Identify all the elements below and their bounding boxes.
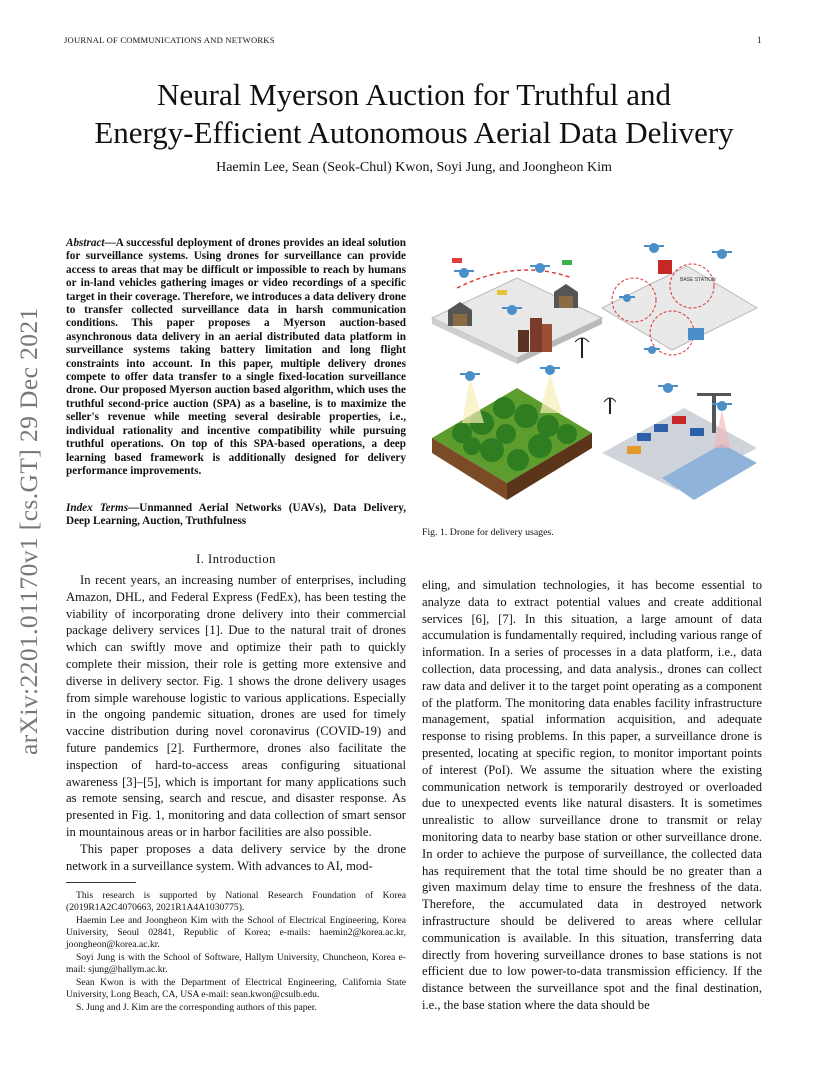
title-line-2: Energy-Efficient Autonomous Aerial Data Delivery bbox=[94, 115, 734, 150]
figure-illustration bbox=[422, 238, 762, 516]
drone-icon bbox=[644, 346, 660, 354]
footnote-corresponding: S. Jung and J. Kim are the corresponding authors of this paper. bbox=[76, 1002, 317, 1014]
intro-paragraph-1: In recent years, an increasing number of enterprises, including Amazon, DHL, and Federal Express (FedEx), has been testing the viability of incorporating drone delivery into their commercial package delivery services [1]. Due to the natural trait of drones which can swiftly move and optimize their path to quickly complete their mission, their role is getting more extensive and diverse in delivery sector. Fig. 1 shows the drone delivery usages from simple warehouse logistic to various applications. Especially in the ongoing pandemic situation, drones are used for timely vaccine distribution during novel coronavirus (COVID-19) and future pandemics [2]. Furthermore, drones also facilitate the inspection of hard-to-access areas configuring situational awareness [3]–[5], which is important for many applications such as remote sensing, search and rescue, and disaster response. As presented in Fig. 1, monitoring and data collection of smart sensor in mountainous areas or in harbor facilities are also possible. bbox=[66, 573, 406, 839]
index-terms-text: —Unmanned Aerial Networks (UAVs), Data Delivery, Deep Learning, Auction, Truthfulness bbox=[66, 502, 406, 528]
authors: Haemin Lee, Sean (Seok-Chul) Kwon, Soyi Jung, and Joongheon Kim bbox=[216, 160, 612, 175]
drone-icon bbox=[540, 365, 560, 375]
drone-icon bbox=[644, 243, 664, 253]
figure-drone-delivery bbox=[422, 238, 762, 516]
paper-title bbox=[60, 76, 768, 152]
footnote-rule bbox=[66, 882, 136, 883]
running-head: JOURNAL OF COMMUNICATIONS AND NETWORKS bbox=[64, 35, 275, 45]
abstract bbox=[66, 237, 406, 478]
sensor-beam bbox=[462, 378, 484, 423]
intro-text bbox=[66, 572, 406, 874]
base-station-label: BASE STATION bbox=[680, 277, 716, 283]
drone-icon bbox=[712, 249, 732, 259]
footnote-affiliation-2: Soyi Jung is with the School of Software, Hallym University, Chuncheon, Korea e-mail: sjung@hallym.ac.kr. bbox=[66, 951, 406, 975]
battery-mid-icon bbox=[497, 290, 507, 295]
abstract-lead: Abstract bbox=[66, 237, 105, 249]
title-line-1: Neural Myerson Auction for Truthful and bbox=[156, 77, 672, 112]
drone-icon bbox=[454, 268, 474, 278]
figure-caption: Fig. 1. Drone for delivery usages. bbox=[422, 527, 554, 538]
battery-low-icon bbox=[452, 258, 462, 263]
sensor-beam bbox=[540, 373, 562, 413]
footnote-affiliation-3: Sean Kwon is with the Department of Electrical Engineering, California State University, Long Beach, CA, USA e-mail: sean.kwon@csulb.edu. bbox=[66, 977, 406, 1000]
footnote-funding: This research is supported by National Research Foundation of Korea (2019R1A2C4070663, 2021R1A4A1030775). bbox=[66, 890, 406, 913]
arxiv-stamp: arXiv:2201.01170v1 [cs.GT] 29 Dec 2021 bbox=[14, 307, 43, 755]
footnote-affiliation-1: Haemin Lee and Joongheon Kim with the School of Electrical Engineering, Korea University, Seoul 02841, Republic of Korea; e-mails: haemin2@korea.ac.kr, joongheon@korea.ac.kr. bbox=[66, 915, 406, 950]
drone-icon bbox=[460, 371, 480, 381]
abstract-text: —A successful deployment of drones provides an ideal solution for surveillance systems. Using drones for surveillance can provide access to areas that may be difficult or impossible to reach by humans or in-land vehicles gathering images or video recordings of a specific target in their coverage. Therefore, we introduces a data delivery drone to transfer collected surveillance data in harsh communication conditions. This paper proposes a Myerson auction-based asynchronous data delivery in an aerial distributed data platform in surveillance systems taking battery limitation and long flight constraints into account. In this paper, multiple delivery drones compete to offer data transfer to a single fixed-location surveillance drone. Our proposed Myerson auction based algorithm, which uses the truthful second-price auction (SPA) as a baseline, is to maximize the seller's revenue while meeting several desirable properties, i.e., individual rationality and incentive compatibility while pursuing truthful operations. On top of this SPA-based operations, a deep learning based framework is additionally designed for delivery performance improvements. bbox=[66, 237, 406, 477]
antenna-icon bbox=[604, 398, 616, 414]
right-column-text: eling, and simulation technologies, it has become essential to analyze data to extract potential values and create additional services [6], [7]. In this situation, a large amount of data accumulation is fundamentally required, including various range of information. In a series of processes in a data platform, i.e., data collection, data processing, and data analysis., drones can collect raw data and deliver it to the target point operating as a component of the platform. The monitoring data enables facility infrastructure management, spatial information acquisition, and adequate response to rising problems. In this paper, a surveillance drone is presented, locating at specific region, to monitor important points of interest (PoI). We assume the situation where the existing communication network is temporarily destroyed or overloaded due to unexpected events like natural disasters. It is sometimes unrealistic to allow surveillance drone to transmit or relay monitoring data to nearby base station or other surveillance drone. In order to achieve the purpose of surveillance, the collected data has requirement that the total time should be no greater than a given maximum delay time to ensure the freshness of the data. Therefore, the accumulated data in destroyed network infrastructure should be delivered to areas where cellular communication is available. In this situation, transferring data directly from hovering surveillance drones to base stations is not efficient due to low power-to-data transmission efficiency. If the distance between the surveillance spot and the final destination, i.e., the base station where the data should be bbox=[422, 578, 762, 1012]
battery-full-icon bbox=[562, 260, 572, 265]
antenna-icon bbox=[575, 338, 589, 358]
footnotes bbox=[66, 890, 406, 1015]
index-terms-lead: Index Terms bbox=[66, 502, 129, 514]
page-number: 1 bbox=[757, 35, 762, 45]
hospital-icon bbox=[688, 328, 704, 340]
drone-icon bbox=[658, 383, 678, 393]
index-terms bbox=[66, 502, 406, 529]
hospital-icon bbox=[658, 260, 672, 274]
warehouse-icon bbox=[554, 284, 578, 308]
section-heading: I. Introduction bbox=[196, 552, 276, 566]
intro-paragraph-2: This paper proposes a data delivery service by the drone network in a surveillance system. With advances to AI, mod- bbox=[66, 841, 406, 873]
